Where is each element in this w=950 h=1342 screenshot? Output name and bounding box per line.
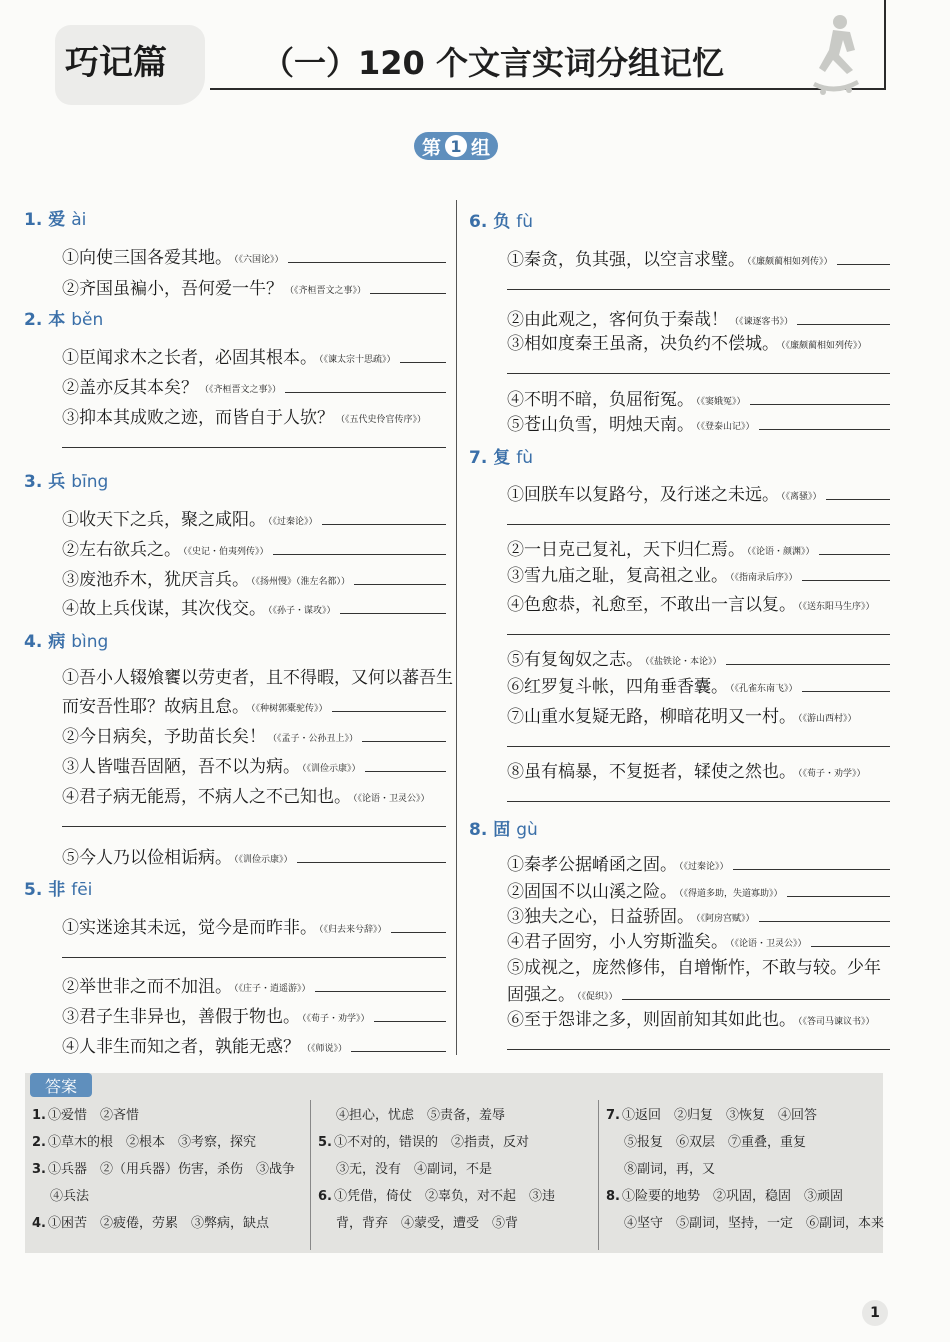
sentence-text: ②今日病矣，予助苗长矣！ bbox=[62, 727, 266, 747]
vocab-headword bbox=[24, 875, 92, 900]
answer-blank[interactable] bbox=[62, 957, 446, 958]
example-sentence bbox=[507, 980, 618, 1005]
answer-blank[interactable] bbox=[759, 429, 890, 430]
sentence-source: （《登泰山记》） bbox=[696, 422, 755, 432]
sentence-text: ④人非生而知之者，孰能无惑？ bbox=[62, 1037, 300, 1057]
answer-text: ①困苦 ②疲倦，劳累 ③弊病，缺点 bbox=[47, 1216, 269, 1231]
example-sentence bbox=[62, 692, 328, 717]
headword-char: 1. 爱 bbox=[24, 210, 66, 230]
vocab-headword bbox=[24, 305, 103, 330]
answer-label: 答案 bbox=[44, 1076, 77, 1096]
example-sentence bbox=[507, 329, 867, 354]
example-sentence bbox=[507, 1005, 875, 1030]
example-sentence bbox=[507, 877, 783, 902]
headword-pinyin: fēi bbox=[71, 880, 93, 900]
answer-blank[interactable] bbox=[354, 584, 446, 585]
sentence-text: ①实迷途其未远，觉今是而昨非。 bbox=[62, 918, 317, 938]
answer-text: ①不对的，错误的 ②指责，反对 bbox=[333, 1135, 529, 1150]
skateboarder-icon bbox=[795, 10, 875, 100]
sentence-source: （《阿房宫赋》） bbox=[696, 914, 755, 924]
example-sentence bbox=[507, 561, 798, 586]
answer-text: ④担心，忧虑 ⑤责备，羞辱 bbox=[336, 1108, 506, 1123]
sentence-text: ①秦贪，负其强，以空言求璧。 bbox=[507, 250, 745, 270]
sentence-text: ③君子生非异也，善假于物也。 bbox=[62, 1007, 300, 1027]
sentence-text: ④色愈恭，礼愈至，不敢出一言以复。 bbox=[507, 595, 796, 615]
sentence-text: ⑧虽有槁暴，不复挺者，𫐓使之然也。 bbox=[507, 762, 796, 782]
headword-char: 4. 病 bbox=[24, 632, 66, 652]
answer-text: ①草木的根 ②根本 ③考察，探究 bbox=[47, 1135, 256, 1150]
answer-text: ①返回 ②归复 ③恢复 ④回答 bbox=[621, 1108, 817, 1123]
answer-blank[interactable] bbox=[797, 324, 890, 325]
answer-blank[interactable] bbox=[507, 524, 890, 525]
answer-line bbox=[606, 1212, 884, 1231]
answer-blank[interactable] bbox=[322, 524, 446, 525]
page-title: （一）120 个文言实词分组记忆 bbox=[262, 44, 724, 82]
answer-line bbox=[32, 1212, 269, 1231]
answer-text: ①凭借，倚仗 ②辜负，对不起 ③违 bbox=[333, 1189, 555, 1204]
headword-char: 5. 非 bbox=[24, 880, 66, 900]
group-prefix: 第 bbox=[421, 136, 441, 159]
sentence-text: ⑥至于怨诽之多，则固前知其如此也。 bbox=[507, 1010, 796, 1030]
answer-line bbox=[318, 1158, 492, 1177]
sentence-text: ⑤成视之，庞然修伟，自增惭怍，不敢与较。少年 bbox=[507, 958, 881, 978]
example-sentence bbox=[507, 535, 815, 560]
vocab-headword bbox=[469, 815, 538, 840]
answer-index: 3. bbox=[32, 1162, 46, 1177]
sentence-source: （《谏太宗十思疏》） bbox=[319, 355, 396, 365]
answer-blank[interactable] bbox=[802, 691, 890, 692]
answer-blank[interactable] bbox=[62, 447, 446, 448]
sentence-text: ④不明不暗，负屈衔冤。 bbox=[507, 390, 694, 410]
headword-char: 7. 复 bbox=[469, 448, 511, 468]
answer-blank[interactable] bbox=[811, 946, 890, 947]
example-sentence bbox=[62, 782, 430, 807]
example-sentence bbox=[507, 850, 729, 875]
answer-blank[interactable] bbox=[826, 499, 890, 500]
headword-pinyin: běn bbox=[71, 310, 104, 330]
answer-blank[interactable] bbox=[837, 264, 890, 265]
answer-blank[interactable] bbox=[391, 932, 446, 933]
answer-blank[interactable] bbox=[726, 664, 890, 665]
sentence-text: ④故上兵伐谋，其次伐交。 bbox=[62, 599, 266, 619]
answer-line bbox=[32, 1131, 256, 1150]
answer-blank[interactable] bbox=[733, 869, 890, 870]
sentence-source: （《孙子・谋攻》） bbox=[268, 606, 336, 616]
answer-blank[interactable] bbox=[370, 293, 446, 294]
answer-blank[interactable] bbox=[365, 771, 446, 772]
example-sentence bbox=[62, 843, 293, 868]
example-sentence bbox=[62, 1032, 347, 1057]
answer-blank[interactable] bbox=[802, 580, 890, 581]
example-sentence bbox=[62, 505, 318, 530]
example-sentence bbox=[507, 902, 755, 927]
sentence-text: ⑦山重水复疑无路，柳暗花明又一村。 bbox=[507, 707, 796, 727]
example-sentence bbox=[507, 385, 746, 410]
sentence-source: （《答司马谏议书》） bbox=[798, 1017, 875, 1027]
example-sentence bbox=[507, 927, 807, 952]
example-sentence bbox=[62, 722, 358, 747]
example-sentence bbox=[62, 274, 366, 299]
answer-blank[interactable] bbox=[787, 896, 890, 897]
sentence-source: （《荀子・劝学》） bbox=[798, 769, 866, 779]
example-sentence bbox=[507, 757, 866, 782]
sentence-source: （《过秦论》） bbox=[679, 862, 729, 872]
answer-line bbox=[318, 1185, 555, 1204]
sentence-text: ③抑本其成败之迹，而皆自于人欤？ bbox=[62, 408, 334, 428]
answer-blank[interactable] bbox=[750, 404, 890, 405]
example-sentence bbox=[62, 403, 426, 428]
sentence-text: ②齐国虽褊小，吾何爱一牛？ bbox=[62, 279, 283, 299]
sentence-source: （《齐桓晋文之事》） bbox=[200, 385, 282, 395]
sentence-text: ②左右欲兵之。 bbox=[62, 540, 181, 560]
sentence-text: 而安吾性耶？故病且怠。 bbox=[62, 697, 249, 717]
answer-divider bbox=[310, 1100, 311, 1250]
sentence-source: （《得道多助，失道寡助》） bbox=[679, 889, 783, 899]
headword-char: 2. 本 bbox=[24, 310, 66, 330]
answer-line bbox=[318, 1104, 505, 1123]
answer-text: ④兵法 bbox=[50, 1189, 90, 1204]
sentence-text: ①回朕车以复路兮，及行迷之未远。 bbox=[507, 485, 779, 505]
section-tag bbox=[55, 25, 205, 105]
answer-line bbox=[606, 1131, 806, 1150]
headword-pinyin: bīng bbox=[71, 472, 109, 492]
sentence-source: （《游山西村》） bbox=[798, 714, 857, 724]
sentence-source: （《扬州慢》（淮左名都）） bbox=[251, 577, 351, 587]
example-sentence bbox=[507, 672, 798, 697]
answer-blank[interactable] bbox=[400, 362, 446, 363]
sentence-text: ②固国不以山溪之险。 bbox=[507, 882, 677, 902]
sentence-source: （《谏逐客书》） bbox=[730, 317, 794, 327]
sentence-text: ②一日克己复礼，天下归仁焉。 bbox=[507, 540, 745, 560]
answer-text: ③无，没有 ④副词，不是 bbox=[336, 1162, 493, 1177]
example-sentence bbox=[62, 1002, 370, 1027]
sentence-text: ①秦孝公据崤函之固。 bbox=[507, 855, 677, 875]
answer-blank[interactable] bbox=[351, 1051, 446, 1052]
answer-line bbox=[606, 1104, 817, 1123]
sentence-text: ①臣闻求木之长者，必固其根本。 bbox=[62, 348, 317, 368]
answer-blank[interactable] bbox=[288, 262, 446, 263]
answer-line bbox=[32, 1185, 89, 1204]
sentence-text: ③人皆嗤吾固陋，吾不以为病。 bbox=[62, 757, 300, 777]
example-sentence bbox=[62, 972, 311, 997]
answer-divider bbox=[598, 1100, 599, 1250]
sentence-text: ②由此观之，客何负于秦哉！ bbox=[507, 310, 728, 330]
sentence-source: （《孔雀东南飞》） bbox=[730, 684, 798, 694]
sentence-text: ②盖亦反其本矣？ bbox=[62, 378, 198, 398]
answer-text: ⑤报复 ⑥双层 ⑦重叠，重复 bbox=[624, 1135, 807, 1150]
answer-blank[interactable] bbox=[507, 746, 890, 747]
answer-line bbox=[32, 1158, 295, 1177]
sentence-text: ④君子固穷，小人穷斯滥矣。 bbox=[507, 932, 728, 952]
section-tag-label: 巧记篇 bbox=[65, 43, 167, 83]
page-number: 1 bbox=[862, 1300, 888, 1326]
vocab-headword bbox=[24, 627, 108, 652]
sentence-source: （《廉颇蔺相如列传》） bbox=[781, 341, 867, 351]
sentence-source: （《孟子・公孙丑上》） bbox=[268, 734, 359, 744]
example-sentence bbox=[507, 645, 722, 670]
sentence-text: ③独夫之心，日益骄固。 bbox=[507, 907, 694, 927]
sentence-source: （《种树郭橐驼传》） bbox=[251, 704, 328, 714]
example-sentence bbox=[62, 243, 284, 268]
headword-pinyin: ài bbox=[71, 210, 87, 230]
answer-blank[interactable] bbox=[285, 392, 446, 393]
answer-index: 5. bbox=[318, 1135, 332, 1150]
headword-pinyin: fù bbox=[516, 448, 533, 468]
sentence-source: （《师说》） bbox=[302, 1044, 348, 1054]
group-number: 1 bbox=[445, 135, 467, 157]
answer-line bbox=[318, 1131, 529, 1150]
group-badge bbox=[414, 132, 498, 160]
answer-blank[interactable] bbox=[273, 554, 446, 555]
example-sentence bbox=[62, 913, 387, 938]
vocab-headword bbox=[469, 443, 533, 468]
sentence-text: ①向使三国各爱其地。 bbox=[62, 248, 232, 268]
answer-blank[interactable] bbox=[507, 1049, 890, 1050]
sentence-text: ②举世非之而不加沮。 bbox=[62, 977, 232, 997]
answer-tag bbox=[30, 1073, 92, 1097]
vocab-headword bbox=[24, 205, 86, 230]
answer-index: 8. bbox=[606, 1189, 620, 1204]
group-suffix: 组 bbox=[471, 136, 491, 159]
vocab-headword bbox=[469, 207, 533, 232]
example-sentence bbox=[62, 373, 281, 398]
answer-line bbox=[32, 1104, 139, 1123]
answer-text: ④坚守 ⑤副词，坚持，一定 ⑥副词，本来 bbox=[624, 1216, 885, 1231]
headword-pinyin: gù bbox=[516, 820, 538, 840]
answer-blank[interactable] bbox=[297, 862, 446, 863]
sentence-source: （《论语・颜渊》） bbox=[747, 547, 815, 557]
sentence-source: （《指南录后序》） bbox=[730, 573, 798, 583]
answer-blank[interactable] bbox=[332, 711, 446, 712]
answer-blank[interactable] bbox=[340, 613, 446, 614]
sentence-text: ⑤苍山负雪，明烛天南。 bbox=[507, 415, 694, 435]
answer-blank[interactable] bbox=[62, 826, 446, 827]
headword-char: 6. 负 bbox=[469, 212, 511, 232]
example-sentence bbox=[507, 410, 755, 435]
example-sentence bbox=[507, 305, 793, 330]
sentence-text: ①收天下之兵，聚之咸阳。 bbox=[62, 510, 266, 530]
answer-blank[interactable] bbox=[819, 554, 890, 555]
sentence-text: ①吾小人辍飧饔以劳吏者，且不得暇，又何以蕃吾生 bbox=[62, 668, 453, 688]
answer-blank[interactable] bbox=[374, 1021, 446, 1022]
answer-text: ①爱惜 ②吝惜 bbox=[47, 1108, 139, 1123]
sentence-text: ③雪九庙之耻，复高祖之业。 bbox=[507, 566, 728, 586]
sentence-source: （《廉颇蔺相如列传》） bbox=[747, 257, 833, 267]
sentence-source: （《庄子・逍遥游》） bbox=[234, 984, 311, 994]
sentence-source: （《过秦论》） bbox=[268, 517, 318, 527]
sentence-source: （《训俭示康》） bbox=[234, 855, 293, 865]
example-sentence bbox=[62, 663, 453, 688]
answer-text: 背，背弃 ④蒙受，遭受 ⑤背 bbox=[336, 1216, 519, 1231]
sentence-source: （《窦娥冤》） bbox=[696, 397, 746, 407]
sentence-source: （《促织》） bbox=[577, 992, 618, 1002]
header-edge-rule bbox=[884, 0, 886, 90]
example-sentence bbox=[507, 590, 875, 615]
sentence-source: （《五代史伶官传序》） bbox=[336, 415, 427, 425]
answer-index: 6. bbox=[318, 1189, 332, 1204]
example-sentence bbox=[507, 702, 857, 727]
headword-char: 8. 固 bbox=[469, 820, 511, 840]
answer-index: 1. bbox=[32, 1108, 46, 1123]
answer-blank[interactable] bbox=[507, 373, 890, 374]
example-sentence bbox=[507, 953, 881, 978]
header-rule bbox=[210, 88, 885, 90]
answer-text: ⑧副词，再，又 bbox=[624, 1162, 716, 1177]
sentence-text: ⑥红罗复斗帐，四角垂香囊。 bbox=[507, 677, 728, 697]
sentence-text: ③废池乔木，犹厌言兵。 bbox=[62, 570, 249, 590]
sentence-source: （《论语・卫灵公》） bbox=[353, 794, 430, 804]
sentence-source: （《盐铁论・本论》） bbox=[645, 657, 722, 667]
answer-blank[interactable] bbox=[507, 801, 890, 802]
example-sentence bbox=[62, 343, 396, 368]
example-sentence bbox=[62, 565, 350, 590]
headword-char: 3. 兵 bbox=[24, 472, 66, 492]
sentence-text: ⑤有复匈奴之志。 bbox=[507, 650, 643, 670]
answer-line bbox=[606, 1185, 843, 1204]
answer-index: 7. bbox=[606, 1108, 620, 1123]
sentence-source: （《齐桓晋文之事》） bbox=[285, 286, 367, 296]
sentence-source: （《荀子・劝学》） bbox=[302, 1014, 370, 1024]
column-divider bbox=[456, 200, 457, 1055]
example-sentence bbox=[507, 245, 833, 270]
answer-line bbox=[606, 1158, 715, 1177]
answer-text: ①兵器 ②（用兵器）伤害，杀伤 ③战争 bbox=[47, 1162, 295, 1177]
answer-blank[interactable] bbox=[362, 741, 446, 742]
answer-blank[interactable] bbox=[759, 921, 890, 922]
example-sentence bbox=[62, 594, 336, 619]
sentence-source: （《离骚》） bbox=[781, 492, 822, 502]
example-sentence bbox=[62, 752, 361, 777]
sentence-source: （《归去来兮辞》） bbox=[319, 925, 387, 935]
answer-blank[interactable] bbox=[622, 999, 890, 1000]
answer-index: 2. bbox=[32, 1135, 46, 1150]
answer-blank[interactable] bbox=[315, 991, 446, 992]
sentence-source: （《训俭示康》） bbox=[302, 764, 361, 774]
sentence-text: ③相如度秦王虽斋，决负约不偿城。 bbox=[507, 334, 779, 354]
headword-pinyin: fù bbox=[516, 212, 533, 232]
vocab-headword bbox=[24, 467, 108, 492]
sentence-source: （《六国论》） bbox=[234, 255, 284, 265]
example-sentence bbox=[62, 535, 269, 560]
sentence-text: ④君子病无能焉，不病人之不己知也。 bbox=[62, 787, 351, 807]
sentence-text: 固强之。 bbox=[507, 985, 575, 1005]
answer-index: 4. bbox=[32, 1216, 46, 1231]
sentence-source: （《论语・卫灵公》） bbox=[730, 939, 807, 949]
sentence-source: （《史记・伯夷列传》） bbox=[183, 547, 269, 557]
sentence-text: ⑤今人乃以俭相诟病。 bbox=[62, 848, 232, 868]
headword-pinyin: bìng bbox=[71, 632, 109, 652]
example-sentence bbox=[507, 480, 822, 505]
answer-line bbox=[318, 1212, 518, 1231]
answer-blank[interactable] bbox=[507, 289, 890, 290]
answer-text: ①险要的地势 ②巩固，稳固 ③顽固 bbox=[621, 1189, 843, 1204]
answer-blank[interactable] bbox=[507, 634, 890, 635]
sentence-source: （《送东阳马生序》） bbox=[798, 602, 875, 612]
